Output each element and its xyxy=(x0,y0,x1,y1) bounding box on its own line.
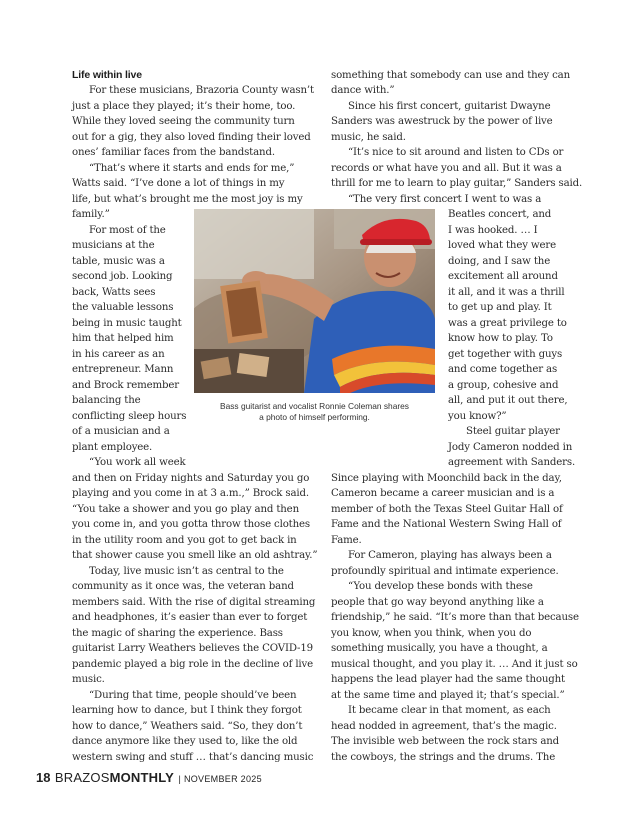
body-line: out for a gig, they also loved finding their loved xyxy=(72,132,311,143)
body-line: “During that time, people should’ve been xyxy=(89,690,297,701)
body-line: was a great privilege to xyxy=(448,318,567,329)
body-line: people that go way beyond anything like a xyxy=(331,597,544,608)
body-line: life, but what’s brought me the most joy is my xyxy=(72,194,303,205)
body-line: loved what they were xyxy=(448,240,556,251)
body-line: get together with guys xyxy=(448,349,563,360)
publication-name-light: BRAZOS xyxy=(54,770,110,785)
body-line: and Brock remember xyxy=(72,380,179,391)
body-line: agreement with Sanders. xyxy=(448,457,576,468)
body-line: “The very first concert I went to was a xyxy=(348,194,542,205)
body-line: him that helped him xyxy=(72,333,174,344)
body-line: that shower cause you smell like an old ashtray.” xyxy=(72,550,318,561)
body-line: doing, and I saw the xyxy=(448,256,551,267)
body-line: “You develop these bonds with these xyxy=(348,581,533,592)
body-line: members said. With the rise of digital streaming xyxy=(72,597,316,608)
photo-caption xyxy=(194,401,435,423)
body-line: Sanders was awestruck by the power of live xyxy=(331,116,553,127)
body-line: playing and you come in at 3 a.m.,” Brock said. xyxy=(72,488,309,499)
body-line: musicians at the xyxy=(72,240,155,251)
body-line: music. xyxy=(72,674,105,685)
body-line: happens the lead player had the same thought xyxy=(331,674,565,685)
body-line: the valuable lessons xyxy=(72,302,174,313)
body-line: guitarist Larry Weathers believes the COVID-19 xyxy=(72,643,314,654)
body-line: of a musician and a xyxy=(72,426,170,437)
body-line: dance with.” xyxy=(331,85,395,96)
body-line: Since his first concert, guitarist Dwayne xyxy=(348,101,551,112)
page-number: 18 xyxy=(36,770,51,785)
body-line: you know?” xyxy=(448,411,507,422)
article-photo xyxy=(194,209,435,393)
body-line: something musically, you have a thought, a xyxy=(331,643,548,654)
body-line: thrill for me to learn to play guitar,” Sanders said. xyxy=(331,178,583,189)
publication-name-bold: MONTHLY xyxy=(109,770,175,785)
body-line: I was hooked. … I xyxy=(448,225,538,236)
body-line: entrepreneur. Mann xyxy=(72,364,174,375)
body-line: just a place they played; it’s their home, too. xyxy=(72,101,296,112)
body-line: table, music was a xyxy=(72,256,165,267)
body-line: Since playing with Moonchild back in the day, xyxy=(331,473,562,484)
body-line: know how to play. To xyxy=(448,333,553,344)
issue-date: | NOVEMBER 2025 xyxy=(178,774,262,784)
body-line: Fame and the National Western Swing Hall of xyxy=(331,519,562,530)
body-line: back, Watts sees xyxy=(72,287,156,298)
caption-line: Bass guitarist and vocalist Ronnie Coleman shares xyxy=(220,401,409,411)
body-line: Today, live music isn’t as central to the xyxy=(89,566,284,577)
body-line: Jody Cameron nodded in xyxy=(448,442,573,453)
body-line: all, and put it out there, xyxy=(448,395,568,406)
body-line: For Cameron, playing has always been a xyxy=(348,550,552,561)
body-line: learning how to dance, but I think they forgot xyxy=(72,705,302,716)
body-line: it all, and it was a thrill xyxy=(448,287,565,298)
page-footer xyxy=(36,769,262,787)
body-line: and come together as xyxy=(448,364,558,375)
body-line: For these musicians, Brazoria County wasn’t xyxy=(89,85,314,96)
section-heading: Life within live xyxy=(72,69,142,81)
body-line: something that somebody can use and they can xyxy=(331,70,571,81)
body-line: It became clear in that moment, as each xyxy=(348,705,551,716)
body-line: “You work all week xyxy=(89,457,186,468)
body-line: being in music taught xyxy=(72,318,182,329)
body-line: Fame. xyxy=(331,535,362,546)
body-line: conflicting sleep hours xyxy=(72,411,187,422)
body-line: head nodded in agreement, that’s the magic. xyxy=(331,721,557,732)
body-line: Beatles concert, and xyxy=(448,209,552,220)
body-line: Cameron became a career musician and is a xyxy=(331,488,555,499)
body-line: While they loved seeing the community turn xyxy=(72,116,295,127)
body-line: excitement all around xyxy=(448,271,558,282)
body-line: ones’ familiar faces from the bandstand. xyxy=(72,147,275,158)
body-line: For most of the xyxy=(89,225,166,236)
body-line: “That’s where it starts and ends for me,” xyxy=(89,163,295,174)
body-line: the magic of sharing the experience. Bass xyxy=(72,628,283,639)
body-line: dance anymore like they used to, like the old xyxy=(72,736,298,747)
body-line: Watts said. “I’ve done a lot of things in my xyxy=(72,178,285,189)
body-line: “It’s nice to sit around and listen to CDs or xyxy=(348,147,564,158)
body-line: music, he said. xyxy=(331,132,406,143)
body-line: western swing and stuff … that’s dancing music xyxy=(72,752,314,763)
body-line: the cowboys, the strings and the drums. The xyxy=(331,752,556,763)
body-line: family.” xyxy=(72,209,110,220)
body-line: second job. Looking xyxy=(72,271,173,282)
body-line: community as it once was, the veteran band xyxy=(72,581,294,592)
body-line: Steel guitar player xyxy=(466,426,560,437)
body-line: how to dance,” Weathers said. “So, they don’t xyxy=(72,721,303,732)
body-line: and then on Friday nights and Saturday you go xyxy=(72,473,310,484)
body-line: The invisible web between the rock stars and xyxy=(331,736,560,747)
body-line: you know, when you think, when you do xyxy=(331,628,532,639)
body-line: plant employee. xyxy=(72,442,153,453)
body-line: “You take a shower and you go play and then xyxy=(72,504,299,515)
body-line: profoundly spiritual and intimate experience. xyxy=(331,566,559,577)
caption-line: a photo of himself performing. xyxy=(259,412,370,422)
body-line: to get up and play. It xyxy=(448,302,552,313)
body-line: member of both the Texas Steel Guitar Hall of xyxy=(331,504,563,515)
body-line: at the same time and played it; that’s special.” xyxy=(331,690,565,701)
body-line: records or what have you and all. But it was a xyxy=(331,163,562,174)
body-line: musical thought, and you play it. … And it just so xyxy=(331,659,578,670)
body-line: friendship,” he said. “It’s more than that because xyxy=(331,612,579,623)
body-line: in the utility room and you got to get back in xyxy=(72,535,297,546)
body-line: pandemic played a big role in the decline of live xyxy=(72,659,314,670)
body-line: in his career as an xyxy=(72,349,165,360)
body-line: and headphones, it’s easier than ever to forget xyxy=(72,612,308,623)
body-line: you come in, and you gotta throw those clothes xyxy=(72,519,310,530)
body-line: a group, cohesive and xyxy=(448,380,559,391)
photo-illustration xyxy=(194,209,435,393)
body-line: balancing the xyxy=(72,395,141,406)
